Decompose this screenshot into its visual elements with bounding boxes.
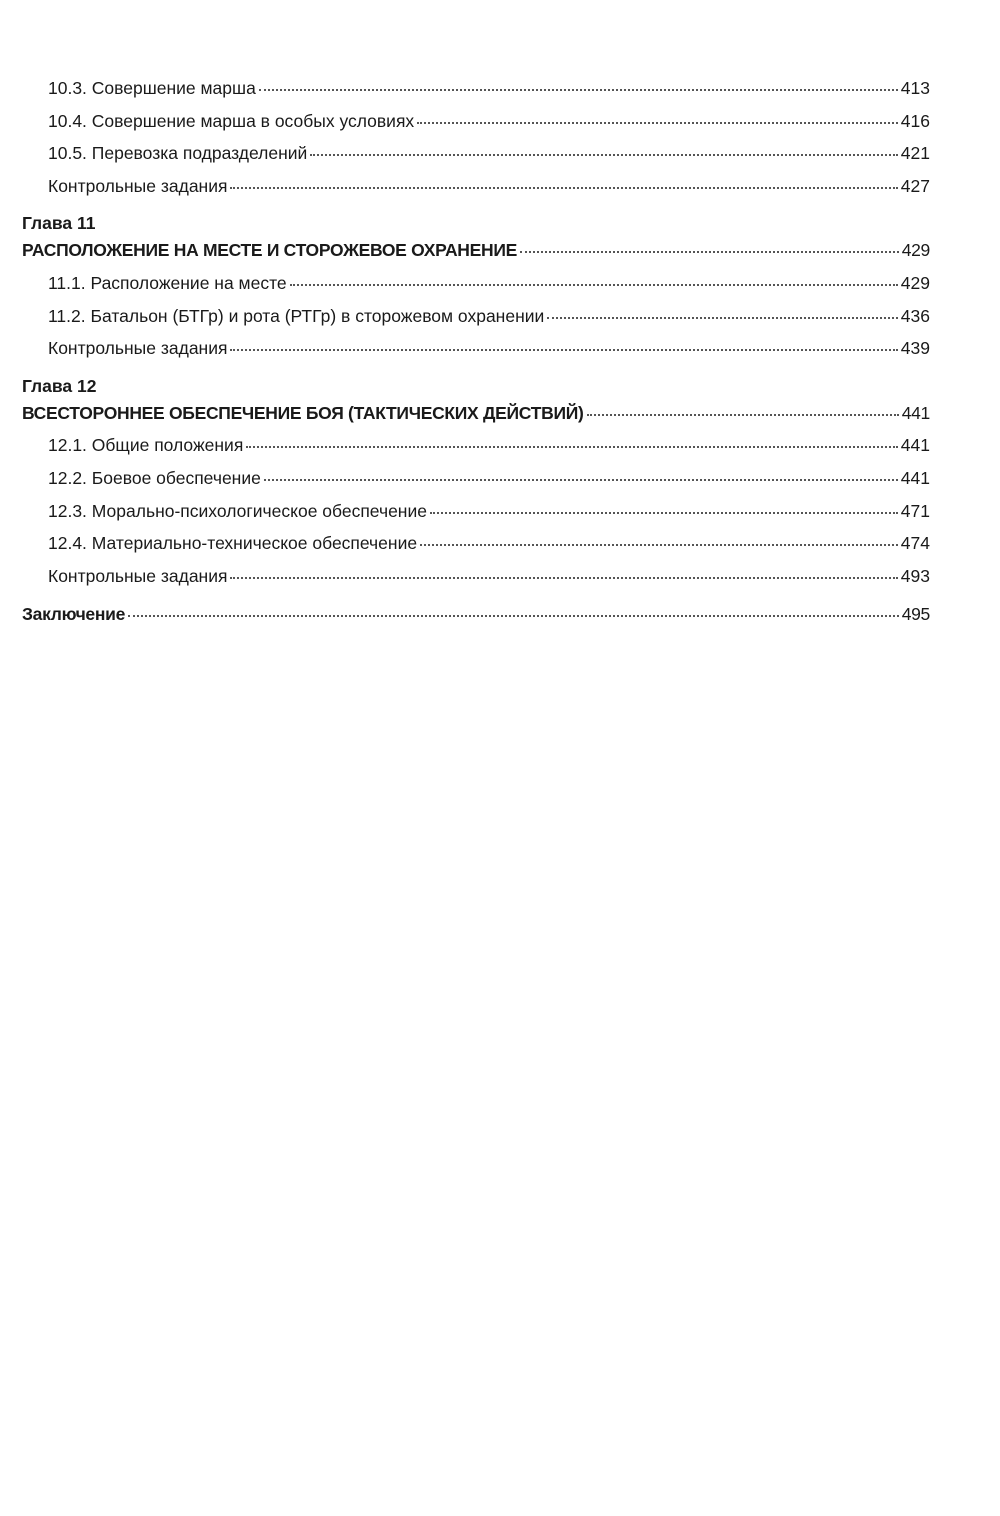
toc-entry-page: 429 (900, 272, 930, 293)
conclusion-page: 495 (901, 604, 930, 625)
toc-entry-title: 12.2. Боевое обеспечение (48, 467, 261, 488)
toc-entry-title: Контрольные задания (48, 175, 228, 196)
toc-entry-12-2[interactable] (22, 462, 930, 495)
toc-entry-page: 439 (900, 338, 930, 359)
toc-entry-title: 12.1. Общие положения (48, 435, 244, 456)
toc-entry-page: 474 (900, 533, 930, 554)
toc-entry-title: 12.4. Материально-техническое обеспечение (48, 533, 418, 554)
dot-leader (310, 154, 897, 156)
toc-entry-12-4[interactable] (22, 527, 930, 560)
toc-entry-title: Контрольные задания (48, 565, 228, 586)
dot-leader (128, 615, 899, 617)
dot-leader (230, 577, 897, 579)
dot-leader (290, 284, 898, 286)
toc-entry-page: 441 (900, 435, 930, 456)
dot-leader (230, 349, 897, 351)
toc-entry-title: 10.3. Совершение марша (48, 78, 256, 98)
toc-entry-title: 11.2. Батальон (БТГр) и рота (РТГр) в сторожевом охранении (48, 305, 545, 326)
toc-entry-11-2[interactable] (22, 300, 930, 333)
toc-entry-page: 427 (900, 175, 930, 196)
toc-entry-page: 493 (900, 565, 930, 586)
toc-chapter-11[interactable] (22, 234, 930, 267)
toc-entry-page: 471 (900, 500, 930, 521)
dot-leader (230, 187, 897, 189)
toc-entry-10-5[interactable] (22, 137, 930, 170)
toc-entry-12-1[interactable] (22, 429, 930, 462)
toc-entry-title: 10.5. Перевозка подразделений (48, 143, 308, 164)
toc-entry-title: 12.3. Морально-психологическое обеспечение (48, 500, 427, 521)
toc-entry-10-3[interactable] (22, 72, 930, 105)
dot-leader (246, 446, 897, 448)
dot-leader (587, 414, 899, 416)
dot-leader (547, 317, 897, 319)
toc-entry-11-tasks[interactable] (22, 332, 930, 365)
chapter-page: 429 (901, 240, 930, 261)
dot-leader (520, 251, 899, 253)
dot-leader (417, 122, 898, 124)
toc-conclusion[interactable] (22, 598, 930, 631)
chapter-title: ВСЕСТОРОННЕЕ ОБЕСПЕЧЕНИЕ БОЯ (ТАКТИЧЕСКИХ ДЕЙСТВИЙ) (22, 402, 584, 423)
toc-entry-title: 11.1. Расположение на месте (48, 272, 287, 293)
toc-entry-page: 436 (900, 305, 930, 326)
conclusion-title: Заключение (22, 604, 126, 625)
toc-entry-page: 413 (900, 78, 930, 98)
toc-entry-title: 10.4. Совершение марша в особых условиях (48, 110, 415, 131)
toc-entry-11-1[interactable] (22, 267, 930, 300)
chapter-title: РАСПОЛОЖЕНИЕ НА МЕСТЕ И СТОРОЖЕВОЕ ОХРАНЕНИЕ (22, 240, 518, 261)
toc-entry-10-tasks[interactable] (22, 170, 930, 203)
toc-entry-page: 416 (900, 110, 930, 131)
chapter-12-label: Глава 12 (22, 375, 97, 396)
table-of-contents (22, 72, 930, 631)
dot-leader (259, 89, 898, 91)
toc-chapter-12[interactable] (22, 397, 930, 430)
dot-leader (420, 544, 898, 546)
toc-entry-page: 421 (900, 143, 930, 164)
toc-entry-10-4[interactable] (22, 105, 930, 138)
toc-entry-12-3[interactable] (22, 495, 930, 528)
toc-entry-page: 441 (900, 467, 930, 488)
dot-leader (264, 479, 898, 481)
toc-entry-12-tasks[interactable] (22, 560, 930, 593)
chapter-11-label: Глава 11 (22, 213, 96, 234)
toc-entry-title: Контрольные задания (48, 338, 228, 359)
dot-leader (430, 512, 898, 514)
chapter-page: 441 (901, 402, 930, 423)
